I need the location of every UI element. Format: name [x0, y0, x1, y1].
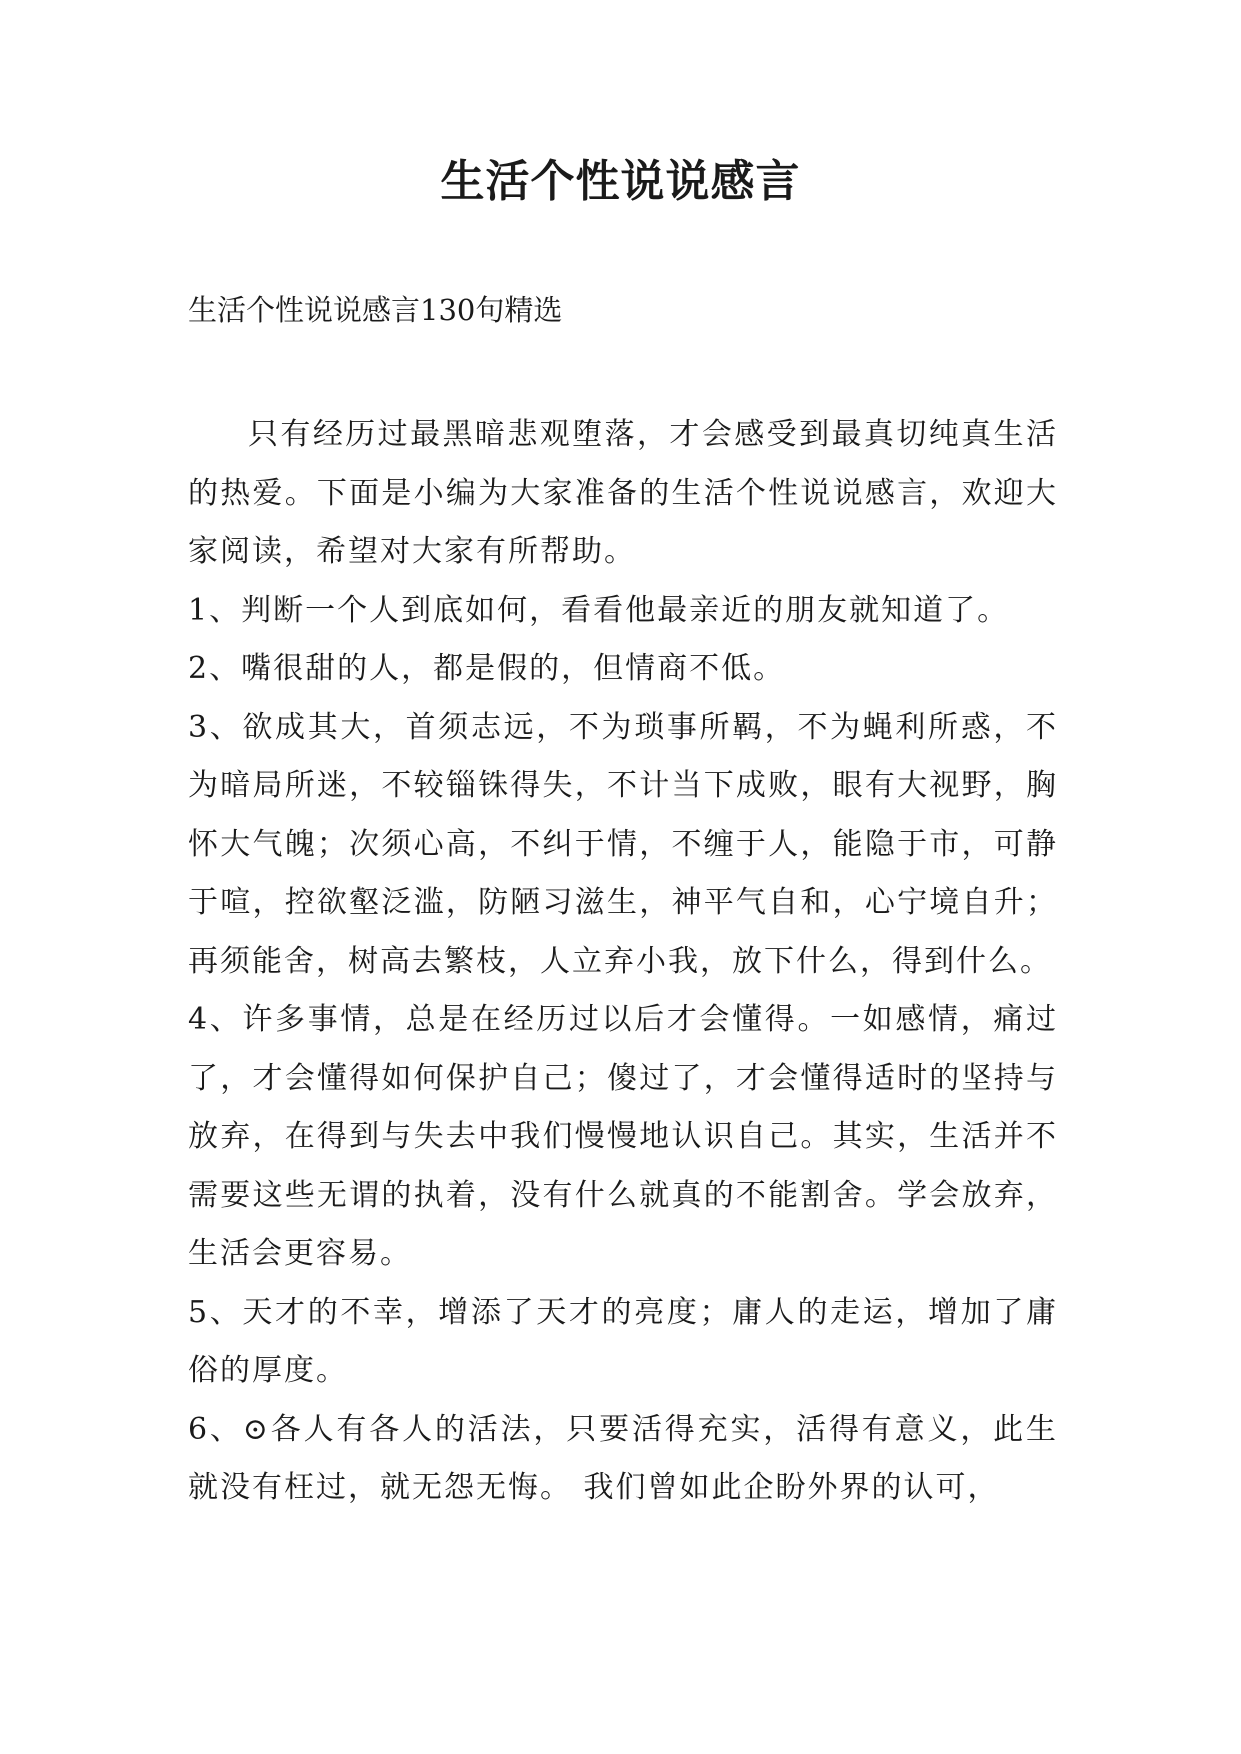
document-body [188, 406, 1058, 1518]
intro-paragraph: 只有经历过最黑暗悲观堕落，才会感受到最真切纯真生活的热爱。下面是小编为大家准备的生活个性说说感言，欢迎大家阅读，希望对大家有所帮助。 [188, 417, 1058, 569]
quote-item-5: 5、天才的不幸，增添了天才的亮度；庸人的走运，增加了庸俗的厚度。 [188, 1294, 1058, 1388]
document-title: 生活个性说说感言 [440, 156, 801, 207]
quote-item-3: 3、欲成其大，首须志远，不为琐事所羁，不为蝇利所惑，不为暗局所迷，不较锱铢得失，不计当下成败，眼有大视野，胸怀大气魄；次须心高，不纠于情，不缠于人，能隐于市，可静于喧，控欲壑泛滥，防陋习滋生，神平气自和，心宁境自升；再须能舍，树高去繁枝，人立弃小我，放下什么，得到什么。 [188, 709, 1058, 979]
quote-item-1: 1、判断一个人到底如何，看看他最亲近的朋友就知道了。 [188, 592, 1010, 628]
quote-item-2: 2、嘴很甜的人，都是假的，但情商不低。 [188, 651, 786, 686]
quote-item-6: 6、⊙各人有各人的活法，只要活得充实，活得有意义，此生就没有枉过，就无怨无悔。 我们曾如此企盼外界的认可， [188, 1411, 1058, 1505]
quote-item-4: 4、许多事情，总是在经历过以后才会懂得。一如感情，痛过了，才会懂得如何保护自己；傻过了，才会懂得适时的坚持与放弃，在得到与失去中我们慢慢地认识自己。其实，生活并不需要这些无谓的执着，没有什么就真的不能割舍。学会放弃，生活会更容易。 [188, 1002, 1058, 1271]
document-subtitle: 生活个性说说感言130句精选 [188, 293, 563, 327]
